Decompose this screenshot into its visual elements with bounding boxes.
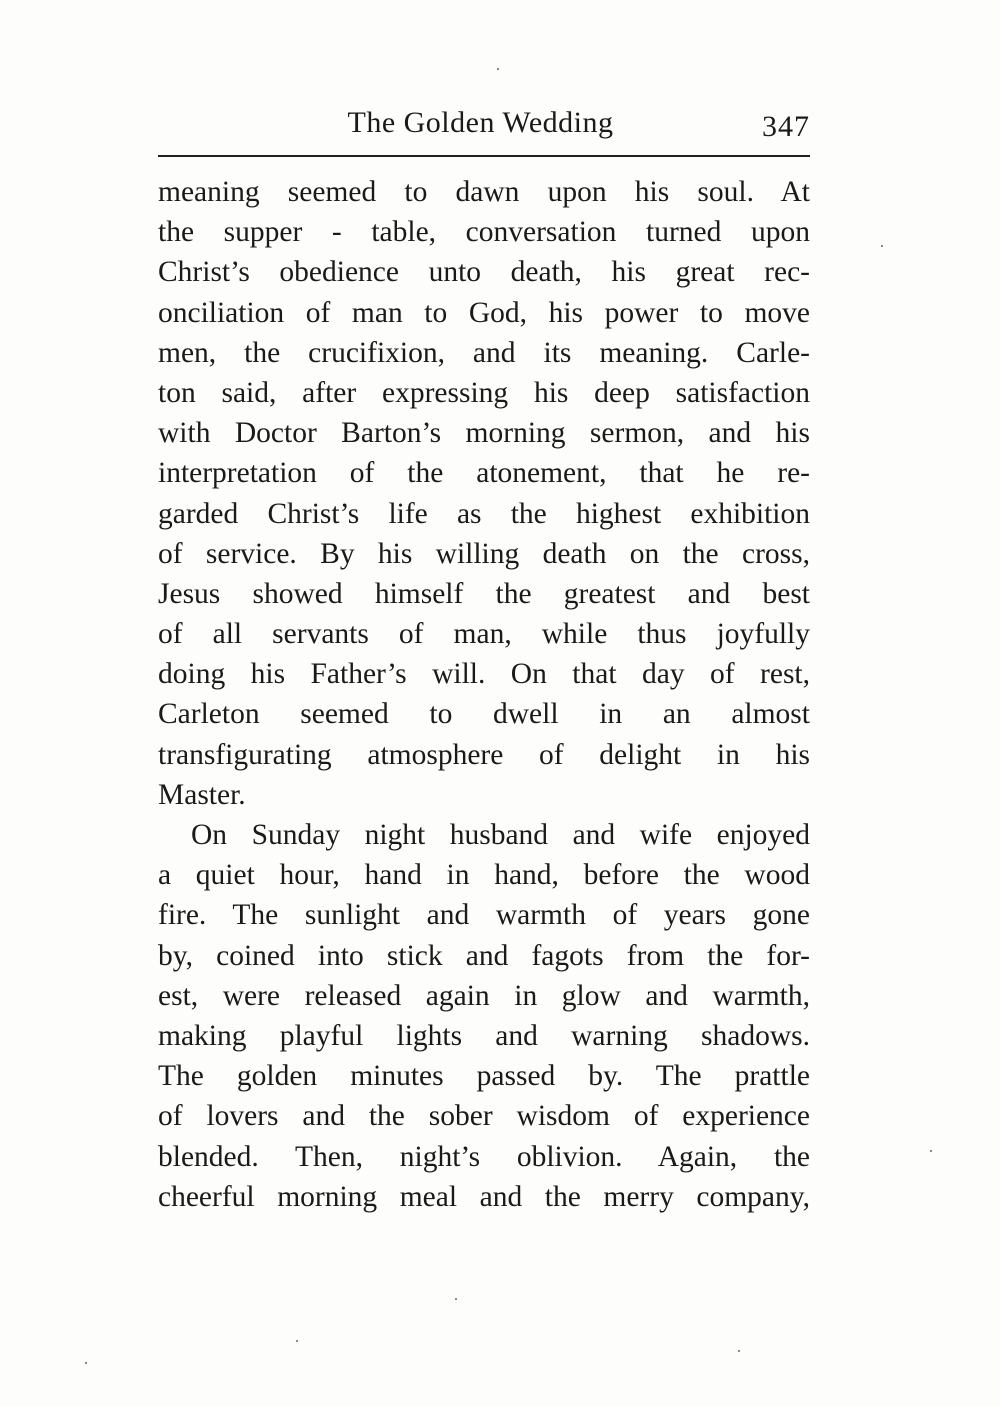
- scan-speck: [497, 68, 499, 70]
- text-line: Christ’s obedience unto death, his great rec-: [158, 256, 810, 289]
- running-header: [158, 100, 810, 150]
- page-number: 347: [762, 110, 810, 143]
- scan-speck: [738, 1350, 740, 1352]
- text-line: men, the crucifixion, and its meaning. Carle-: [158, 336, 810, 369]
- text-line-paragraph-end: Master.: [158, 778, 246, 811]
- text-line: a quiet hour, hand in hand, before the wood: [158, 859, 810, 892]
- text-line: by, coined into stick and fagots from the for-: [158, 939, 810, 972]
- text-line-paragraph-start: On Sunday night husband and wife enjoyed: [191, 819, 810, 851]
- text-line: cheerful morning meal and the merry company,: [158, 1180, 810, 1213]
- text-line: of service. By his willing death on the cross,: [158, 537, 810, 570]
- text-line: with Doctor Barton’s morning sermon, and his: [158, 417, 810, 450]
- text-line: Jesus showed himself the greatest and best: [158, 577, 810, 610]
- text-line: The golden minutes passed by. The prattle: [158, 1060, 810, 1093]
- text-line: interpretation of the atonement, that he re-: [158, 457, 810, 490]
- text-line: ton said, after expressing his deep satisfaction: [158, 376, 810, 409]
- text-line: meaning seemed to dawn upon his soul. At: [158, 176, 810, 208]
- text-line: the supper - table, conversation turned upon: [158, 216, 810, 249]
- text-line: est, were released again in glow and warmth,: [158, 979, 810, 1012]
- text-line: onciliation of man to God, his power to move: [158, 296, 810, 329]
- body-text: [158, 172, 810, 1217]
- scan-speck: [85, 1362, 87, 1364]
- running-title: The Golden Wedding: [347, 106, 614, 139]
- scan-speck: [930, 1150, 932, 1152]
- text-line: making playful lights and warning shadows.: [158, 1019, 810, 1052]
- text-line: garded Christ’s life as the highest exhibition: [158, 497, 810, 530]
- scan-speck: [455, 1298, 457, 1300]
- text-line: fire. The sunlight and warmth of years gone: [158, 899, 810, 932]
- text-line: transfigurating atmosphere of delight in his: [158, 738, 810, 771]
- header-rule: [158, 155, 810, 157]
- text-line: blended. Then, night’s oblivion. Again, the: [158, 1140, 810, 1173]
- text-line: of lovers and the sober wisdom of experience: [158, 1100, 810, 1133]
- text-line: Carleton seemed to dwell in an almost: [158, 698, 810, 731]
- scan-speck: [881, 245, 883, 247]
- text-line: of all servants of man, while thus joyfully: [158, 618, 810, 651]
- text-line: doing his Father’s will. On that day of rest,: [158, 658, 810, 691]
- scan-speck: [296, 1340, 298, 1342]
